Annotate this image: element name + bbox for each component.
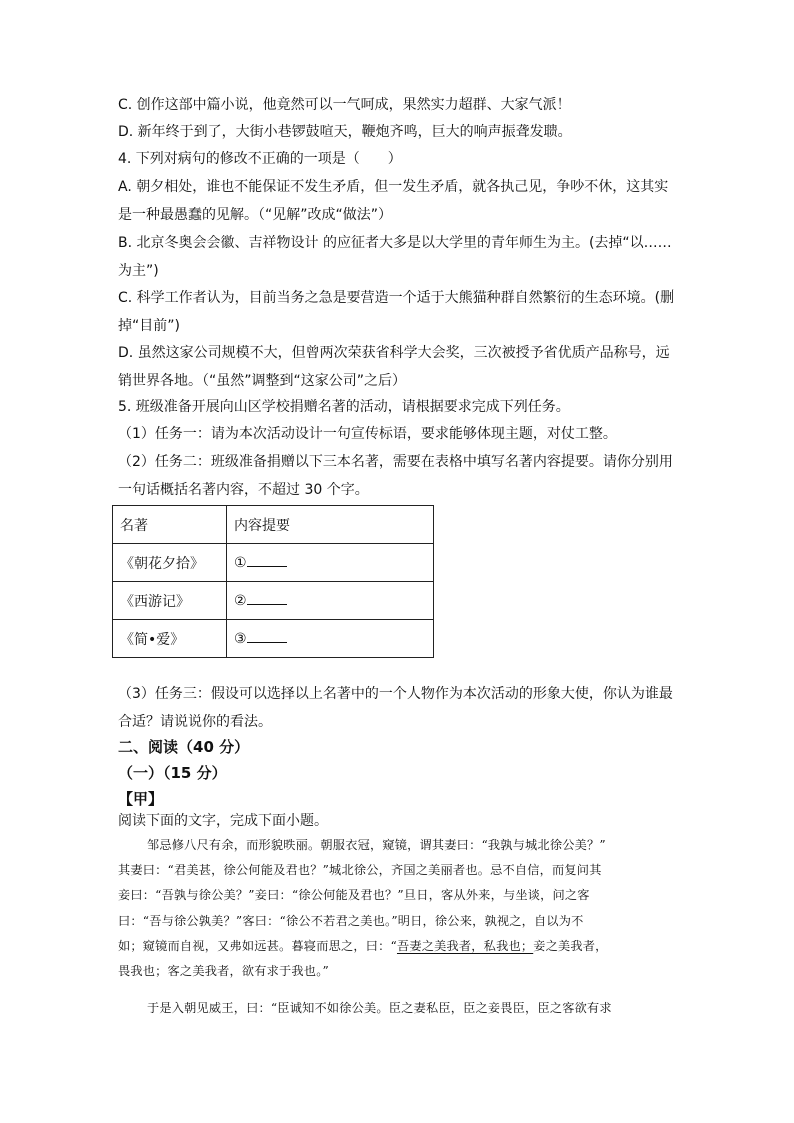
table-header-row: [113, 506, 434, 544]
section-title: 二、阅读（40 分）: [118, 738, 250, 756]
passage-instruction: 阅读下面的文字，完成下面小题。: [118, 813, 328, 829]
question-text-line: C. 创作这部中篇小说，他竟然可以一气呵成，果然实力超群、大家气派！: [118, 97, 571, 113]
classical-text-line: 其妻曰：“君美甚，徐公何能及君也？”城北徐公，齐国之美丽者也。忌不自信，而复问其: [118, 863, 602, 877]
question-text-line: 4. 下列对病句的修改不正确的一项是（ ）: [118, 151, 402, 167]
table-header-cell: 内容提要: [227, 506, 434, 544]
question-text-line: （1）任务一：请为本次活动设计一句宣传标语，要求能够体现主题，对仗工整。: [118, 426, 617, 442]
fill-in-blank: [247, 554, 287, 567]
question-text-line: 一句话概括名著内容，不超过 30 个字。: [118, 482, 369, 498]
book-summary-table: [112, 505, 434, 658]
question-text-line: D. 新年终于到了，大街小巷锣鼓喧天，鞭炮齐鸣，巨大的响声振聋发聩。: [118, 124, 572, 140]
blank-marker: ②: [234, 593, 247, 609]
blank-marker: ①: [234, 555, 247, 571]
question-text-line: 合适？请说说你的看法。: [118, 714, 272, 730]
question-text-line: 5. 班级准备开展向山区学校捐赠名著的活动，请根据要求完成下列任务。: [118, 399, 570, 415]
classical-text-segment: 如；窥镜而自视，又弗如远甚。暮寝而思之，曰：“: [118, 939, 397, 953]
fill-in-blank: [247, 630, 287, 643]
classical-text-line: 畏我也；客之美我者，欲有求于我也。”: [118, 964, 329, 978]
summary-blank-cell: [227, 582, 434, 620]
blank-marker: ③: [234, 631, 247, 647]
summary-blank-cell: [227, 620, 434, 658]
table-header-cell: 名著: [113, 506, 227, 544]
classical-text-line: 邹忌修八尺有余，而形貌昳丽。朝服衣冠，窥镜，谓其妻曰：“我孰与城北徐公美？”: [147, 838, 606, 852]
table-row: [113, 620, 434, 658]
question-text-line: B. 北京冬奥会会徽、吉祥物设计 的应征者大多是以大学里的青年师生为主。(去掉“以……: [118, 235, 672, 251]
classical-text-line: [118, 936, 608, 956]
book-title-cell: 《西游记》: [113, 582, 227, 620]
question-text-line: （3）任务三：假设可以选择以上名著中的一个人物作为本次活动的形象大使，你认为谁最: [118, 686, 673, 702]
question-text-line: 为主”): [118, 263, 159, 279]
question-text-line: 掉“目前”): [118, 318, 180, 334]
question-text-line: 是一种最愚蠢的见解。（“见解”改成“做法”）: [118, 207, 393, 223]
table-row: [113, 544, 434, 582]
subsection-title: （一）（15 分）: [118, 764, 227, 782]
question-text-line: 销世界各地。（“虽然”调整到“这家公司”之后）: [118, 373, 407, 389]
underlined-sentence: 吾妻之美我者，私我也；: [396, 939, 534, 953]
book-title-cell: 《朝花夕拾》: [113, 544, 227, 582]
question-text-line: D. 虽然这家公司规模不大，但曾两次荣获省科学大会奖，三次被授予省优质产品称号，远: [118, 345, 670, 361]
book-title-cell: 《简•爱》: [113, 620, 227, 658]
table-row: [113, 582, 434, 620]
fill-in-blank: [247, 592, 287, 605]
classical-text-line: 于是入朝见威王，曰：“臣诚知不如徐公美。臣之妻私臣，臣之妾畏臣，臣之客欲有求: [147, 1001, 612, 1015]
classical-text-line: 曰：“吾与徐公孰美？”客曰：“徐公不若君之美也。”明日，徐公来，孰视之，自以为不: [118, 914, 584, 928]
classical-text-line: 妾曰：“吾孰与徐公美？”妾曰：“徐公何能及君也？”旦日，客从外来，与坐谈，问之客: [118, 888, 590, 902]
question-text-line: （2）任务二：班级准备捐赠以下三本名著，需要在表格中填写名著内容提要。请你分别用: [118, 454, 673, 470]
question-text-line: A. 朝夕相处，谁也不能保证不发生矛盾，但一发生矛盾，就各执己见，争吵不休，这其实: [118, 179, 669, 195]
question-text-line: C. 科学工作者认为，目前当务之急是要营造一个适于大熊猫种群自然繁衍的生态环境。(删: [118, 290, 675, 306]
summary-blank-cell: [227, 544, 434, 582]
passage-tag: 【甲】: [118, 790, 164, 808]
classical-text-segment: 妾之美我者，: [533, 939, 608, 953]
